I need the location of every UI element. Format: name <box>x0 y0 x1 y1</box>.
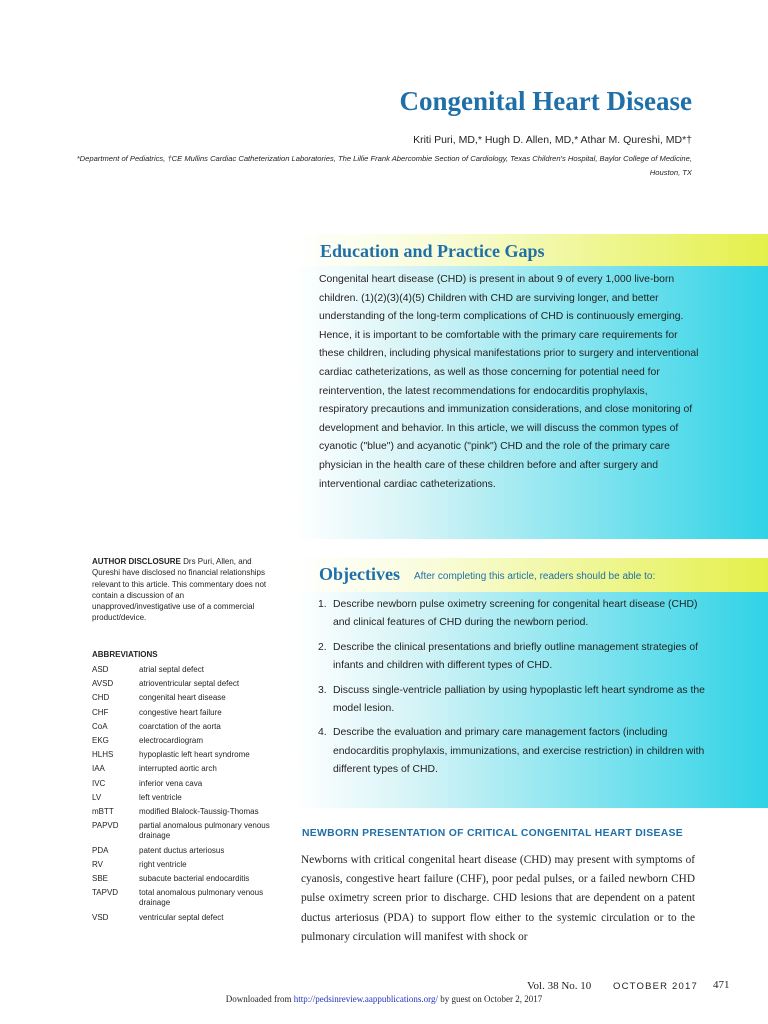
objectives-heading: Objectives <box>319 564 400 584</box>
abbreviation-row <box>92 791 282 805</box>
abbreviation-meaning: interrupted aortic arch <box>139 764 217 774</box>
author-affiliations: *Department of Pediatrics, †CE Mullins Cardiac Catheterization Laboratories, The Lillie Frank Abercombie Section of Cardiology, Texas Children's Hospital, Baylor College of Medicine, Houston, TX <box>76 154 692 177</box>
abbreviation-meaning: inferior vena cava <box>139 778 203 788</box>
abbreviation-row <box>92 762 282 776</box>
objectives-subheading: After completing this article, readers should be able to: <box>414 571 656 582</box>
abbreviation-code: PDA <box>92 845 109 855</box>
abbreviation-meaning: atrioventricular septal defect <box>139 679 240 689</box>
journal-volume: Vol. 38 No. 10 <box>527 980 592 992</box>
abbreviation-row <box>92 720 282 734</box>
objective-number: 2. <box>318 641 327 653</box>
author-disclosure <box>92 556 274 624</box>
abbreviation-row <box>92 911 282 925</box>
abbreviation-row <box>92 748 282 762</box>
objective-text: Describe the clinical presentations and briefly outline management strategies of infants and children with different types of CHD. <box>333 641 699 672</box>
abbreviation-row <box>92 691 282 705</box>
abbreviation-code: mBTT <box>92 807 114 817</box>
abbreviation-meaning: subacute bacterial endocarditis <box>139 874 250 884</box>
objective-text: Describe newborn pulse oximetry screening for congenital heart disease (CHD) and clinical features of CHD during the newborn period. <box>333 599 698 629</box>
abbreviation-meaning: total anomalous pulmonary venous drainage <box>139 888 264 908</box>
abbreviation-code: VSD <box>92 912 109 922</box>
abbreviations-title: ABBREVIATIONS <box>92 650 158 659</box>
abbreviation-code: HLHS <box>92 750 114 760</box>
abbreviation-code: AVSD <box>92 679 114 689</box>
abbreviation-meaning: hypoplastic left heart syndrome <box>139 750 250 760</box>
objective-item <box>318 682 708 719</box>
objective-item <box>318 596 708 633</box>
download-notice <box>0 994 768 1004</box>
abbreviation-code: CoA <box>92 721 108 731</box>
abbreviation-meaning: left ventricle <box>139 792 182 802</box>
disclosure-label: AUTHOR DISCLOSURE <box>92 557 181 566</box>
abbreviation-code: CHD <box>92 693 110 703</box>
objective-number: 3. <box>318 684 327 696</box>
abbreviation-code: ASD <box>92 665 109 674</box>
abbreviations-table <box>92 663 282 925</box>
issue-date: OCTOBER 2017 <box>613 981 698 992</box>
abbreviation-row <box>92 677 282 691</box>
abbreviation-code: RV <box>92 859 103 869</box>
abbreviation-meaning: coarctation of the aorta <box>139 721 221 731</box>
practice-gaps-heading: Education and Practice Gaps <box>320 241 545 261</box>
abbreviation-code: PAPVD <box>92 821 119 831</box>
abbreviation-row <box>92 805 282 819</box>
abbreviation-meaning: congestive heart failure <box>139 707 222 717</box>
section-body-text: Newborns with critical congenital heart disease (CHD) may present with symptoms of cyanosis, congestive heart failure (CHF), poor pedal pulses, or a failed newborn CHD pulse oximetry screen prior to discharge. CHD lesions that are dependent on a patent ductus arteriosus (PDA) to support flow either to the systemic circulation or to the pulmonary circulation will manifest with shock or <box>301 854 695 943</box>
practice-gaps-text: Congenital heart disease (CHD) is present in about 9 of every 1,000 live-born children. (1)(2)(3)(4)(5) Children with CHD are surviving longer, and better understanding of the long-term complications of CHD is continuously emerging. Hence, it is important to be comfortable with the primary care requirements for these children, including physical manifestations prior to surgery and interventional cardiac catheterizations, as well as those concerning for potential need for reintervention, the latest recommendations for endocarditis prophylaxis, respiratory precautions and immunization considerations, and close monitoring of development and behavior. In this article, we will discuss the common types of cyanotic ("blue") and acyanotic ("pink") CHD and the role of the primary care physician in the health care of these children before and after surgery and interventional cardiac catheterizations. <box>319 274 699 490</box>
abbreviation-row <box>92 886 282 910</box>
abbreviation-row <box>92 663 282 677</box>
objective-number: 4. <box>318 727 327 739</box>
abbreviation-meaning: ventricular septal defect <box>139 912 224 922</box>
objective-text: Describe the evaluation and primary care management factors (including endocarditis prophylaxis, immunizations, and exercise restriction) in children with different types of CHD. <box>333 727 705 776</box>
abbreviation-code: SBE <box>92 874 109 884</box>
abbreviation-code: EKG <box>92 736 109 746</box>
objective-number: 1. <box>318 599 327 610</box>
objective-item <box>318 639 708 676</box>
abbreviation-code: LV <box>92 792 102 802</box>
objective-text: Discuss single-ventricle palliation by using hypoplastic left heart syndrome as the model lesion. <box>333 684 705 715</box>
abbreviation-meaning: congenital heart disease <box>139 693 226 703</box>
abbreviation-row <box>92 777 282 791</box>
download-prefix: Downloaded from <box>225 994 294 1004</box>
abbreviation-code: IVC <box>92 778 106 788</box>
objective-item <box>318 724 708 779</box>
abbreviation-code: TAPVD <box>92 888 119 898</box>
disclosure-text: Drs Puri, Allen, and Qureshi have disclosed no financial relationships relevant to this article. This commentary does not contain a discussion of an unapproved/investigative use of a commercial product/device. <box>92 557 267 623</box>
abbreviation-meaning: right ventricle <box>139 859 187 869</box>
download-suffix: by guest on October 2, 2017 <box>437 994 543 1004</box>
author-list: Kriti Puri, MD,* Hugh D. Allen, MD,* Athar M. Qureshi, MD*† <box>413 134 692 146</box>
abbreviation-code: CHF <box>92 707 109 717</box>
abbreviation-row <box>92 734 282 748</box>
abbreviation-meaning: partial anomalous pulmonary venous drainage <box>139 821 270 841</box>
abbreviation-row <box>92 858 282 872</box>
abbreviation-row <box>92 844 282 858</box>
objectives-list <box>318 596 708 786</box>
abbreviation-code: IAA <box>92 764 105 774</box>
page-number: 471 <box>713 979 730 991</box>
abbreviation-meaning: electrocardiogram <box>139 736 204 746</box>
section-heading: NEWBORN PRESENTATION OF CRITICAL CONGENITAL HEART DISEASE <box>302 828 683 839</box>
abbreviation-meaning: patent ductus arteriosus <box>139 845 225 855</box>
abbreviation-row <box>92 819 282 843</box>
article-title: Congenital Heart Disease <box>399 86 692 116</box>
abbreviation-row <box>92 706 282 720</box>
abbreviation-row <box>92 872 282 886</box>
download-link[interactable]: http://pedsinreview.aappublications.org/ <box>293 994 438 1004</box>
abbreviation-meaning: modified Blalock-Taussig-Thomas <box>139 807 259 817</box>
abbreviation-meaning: atrial septal defect <box>139 665 204 674</box>
